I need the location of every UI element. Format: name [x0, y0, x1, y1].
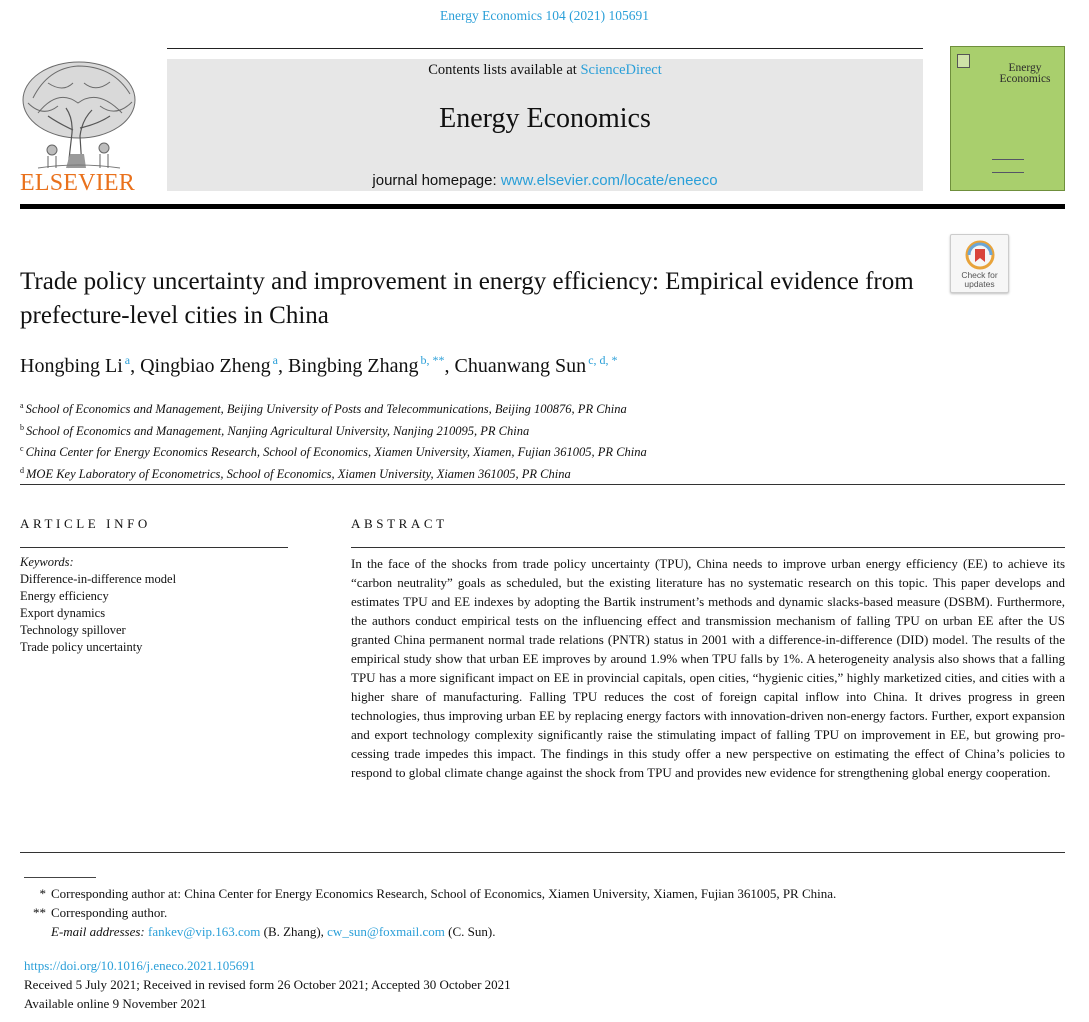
- keyword-item: Export dynamics: [20, 606, 106, 620]
- homepage-link[interactable]: www.elsevier.com/locate/eneeco: [500, 172, 718, 189]
- affiliation-list: [20, 397, 647, 483]
- citation-link[interactable]: Energy Economics 104 (2021) 105691: [440, 8, 649, 23]
- affiliation-item: [20, 462, 647, 484]
- footnote-short-rule: [24, 877, 96, 878]
- abstract-text: In the face of the shocks from trade policy uncertainty (TPU), China needs to improve urban energy efficiency (EE) to achieve its “carbon neutrality” goals as scheduled, but the existing literature has no systematic research on this topic. This paper develops and estimates TPU and EE indexes by adopting the Bartik instrument’s methods and dynamic slacks-based measure (DSBM). Furthermore, the authors conduct empirical tests on the influencing effect and transmission mechanism of falling TPU on urban EE after the US granted China permanent normal trade relations (PNTR) status in 2001 with a difference-in-difference (DID) model. The results of the empirical study show that urban EE improves by around 1.9% when TPU falls by 1%. A heterogeneity analysis also shows that a falling TPU has a more significant impact on EE in provincial capitals, open cities, “hygienic cities,” highly marketized cities, and cities with a higher share of manufacturing. Falling TPU reduces the cost of foreign capital inflow into China. It drives progress in green technologies, thus improving urban EE by replacing energy factors with innovation-driven non-energy factors. Further, export expansion and export technology complexity significantly raise the stimulating impact of falling TPU on improvement in EE, but growing processing trade impedes this impact. The findings in this study offer a new perspective on estimating the effect of China’s policies to respond to global climate change against the shock from TPU and provides new evidence for strengthening global energy cooperation.: [351, 556, 1065, 780]
- check-for-updates-label: [951, 271, 1008, 288]
- email-owner: (C. Sun).: [444, 924, 496, 939]
- journal-citation[interactable]: [0, 8, 1089, 24]
- footnote-text: Corresponding author at: China Center for Energy Economics Research, School of Economics, Xiamen University, Xiamen, Fujian 361005, PR China.: [51, 886, 837, 901]
- header-rule-thin: [167, 48, 923, 49]
- author-name[interactable]: Qingbiao Zheng: [140, 355, 271, 377]
- check-for-updates-icon: [965, 240, 995, 270]
- author-list: Hongbing Li $^a$, Qingbiao Zheng $^a$, Bingbing Zhang $^{b, **}$, Chuanwang Sun $^{c, d, *}$: [20, 353, 618, 377]
- author-affiliation-mark[interactable]: b, **: [420, 353, 445, 367]
- journal-banner: [167, 59, 923, 191]
- email-label: E-mail addresses:: [51, 924, 145, 939]
- keyword-item: Energy efficiency: [20, 589, 109, 603]
- author-name[interactable]: Chuanwang Sun: [454, 355, 587, 377]
- footnote-emails: [24, 922, 836, 941]
- affiliation-text: China Center for Energy Economics Research, School of Economics, Xiamen University, Xiamen, Fujian 361005, PR China: [25, 445, 647, 459]
- article-title: Trade policy uncertainty and improvement in energy efficiency: Empirical evidence from prefecture-level cities in China: [20, 268, 914, 329]
- journal-cover-image[interactable]: [950, 46, 1065, 191]
- affiliation-item: [20, 419, 647, 441]
- email-link-sun[interactable]: cw_sun@foxmail.com: [327, 924, 445, 939]
- affiliation-mark: c: [20, 444, 24, 453]
- doi-link[interactable]: https://doi.org/10.1016/j.eneco.2021.105691: [24, 958, 256, 973]
- cover-title-line2: Economics: [999, 73, 1051, 85]
- check-updates-line1: Check for: [961, 270, 998, 280]
- author-affiliation-mark[interactable]: a: [124, 353, 131, 367]
- affiliation-text: MOE Key Laboratory of Econometrics, School of Economics, Xiamen University, Xiamen 361005, PR China: [26, 466, 571, 481]
- available-online-date: Available online 9 November 2021: [24, 996, 207, 1011]
- cover-title: [995, 63, 1055, 85]
- affiliation-text: School of Economics and Management, Nanjing Agricultural University, Nanjing 210095, PR China: [26, 423, 530, 438]
- affiliation-item: [20, 397, 647, 419]
- footnote-corresponding-author-2: [24, 903, 836, 922]
- footnote-text: Corresponding author.: [51, 905, 168, 920]
- footnote-mark: *: [39, 886, 46, 901]
- journal-homepage: [167, 172, 923, 189]
- footnote-mark: **: [33, 905, 46, 920]
- abstract-heading: ABSTRACT: [351, 516, 448, 531]
- sciencedirect-link[interactable]: ScienceDirect: [580, 62, 662, 78]
- check-updates-line2: updates: [964, 278, 995, 289]
- article-info-rule: [20, 547, 288, 548]
- received-dates: Received 5 July 2021; Received in revised form 26 October 2021; Accepted 30 October 2021: [24, 977, 511, 992]
- footnote-divider: [20, 852, 1065, 853]
- abstract-rule: [351, 547, 1065, 548]
- footnote-corresponding-author: [24, 884, 836, 903]
- keywords-block: [20, 554, 176, 656]
- article-info-heading: ARTICLE INFO: [20, 516, 151, 531]
- footnotes: [24, 884, 836, 941]
- article-meta: [24, 956, 511, 1013]
- contents-availability: [167, 62, 923, 79]
- contents-prefix: Contents lists available at: [428, 62, 581, 78]
- email-owner: (B. Zhang),: [260, 924, 328, 939]
- author-affiliation-mark[interactable]: a: [272, 353, 278, 367]
- cover-elsevier-badge-icon: [957, 54, 970, 68]
- keywords-label: Keywords:: [20, 555, 74, 569]
- affiliation-item: [20, 440, 647, 462]
- cover-title-line1: Energy: [1008, 62, 1042, 74]
- keyword-item: Difference-in-difference model: [20, 572, 177, 586]
- check-for-updates-button[interactable]: [950, 234, 1009, 293]
- email-link-zhang[interactable]: fankev@vip.163.com: [148, 924, 261, 939]
- author-name[interactable]: Hongbing Li: [20, 355, 123, 377]
- author-affiliation-mark[interactable]: c, d, *: [588, 353, 618, 367]
- affiliation-text: School of Economics and Management, Beijing University of Posts and Telecommunications, Beijing 100876, PR China: [25, 402, 627, 416]
- affiliation-mark: b: [20, 422, 24, 432]
- author-name[interactable]: Bingbing Zhang: [287, 355, 419, 377]
- header-rule-thick: [20, 204, 1065, 209]
- journal-name: Energy Economics: [439, 103, 651, 134]
- affiliation-mark: d: [20, 465, 24, 475]
- affiliation-mark: a: [20, 401, 24, 410]
- section-divider: [20, 484, 1065, 485]
- homepage-prefix: journal homepage:: [372, 172, 501, 189]
- keyword-item: Trade policy uncertainty: [20, 640, 143, 654]
- elsevier-wordmark: ELSEVIER: [20, 170, 135, 196]
- cover-decoration: [992, 159, 1024, 173]
- keyword-item: Technology spillover: [20, 623, 126, 637]
